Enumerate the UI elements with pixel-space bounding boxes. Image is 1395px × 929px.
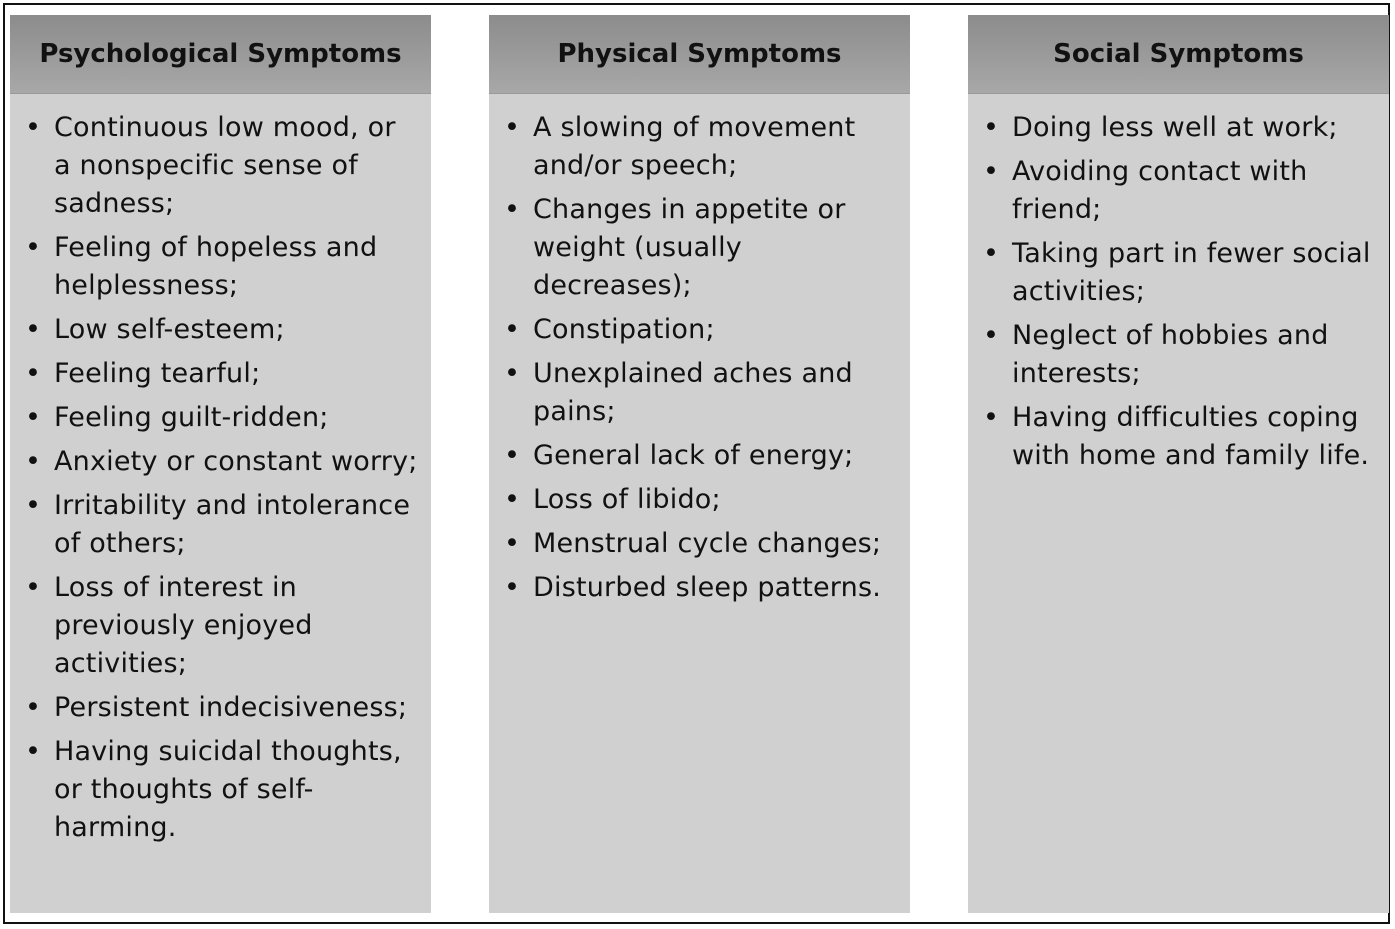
symptom-item: • Having difficulties coping with home and family life. bbox=[1012, 399, 1379, 475]
symptom-item: • Anxiety or constant worry; bbox=[54, 443, 421, 481]
symptom-item: • Doing less well at work; bbox=[1012, 109, 1379, 147]
symptom-list bbox=[10, 94, 431, 847]
symptom-item: • Menstrual cycle changes; bbox=[533, 525, 900, 563]
column-header: Social Symptoms bbox=[968, 15, 1389, 94]
symptom-item: • Constipation; bbox=[533, 311, 900, 349]
psychological-symptoms-column bbox=[10, 15, 431, 913]
symptom-item: • Irritability and intolerance of others; bbox=[54, 487, 421, 563]
symptom-item: • Changes in appetite or weight (usually decreases); bbox=[533, 191, 900, 305]
symptom-item: • Avoiding contact with friend; bbox=[1012, 153, 1379, 229]
symptom-item: • Loss of interest in previously enjoyed activities; bbox=[54, 569, 421, 683]
symptom-item: • Continuous low mood, or a nonspecific sense of sadness; bbox=[54, 109, 421, 223]
symptom-item: • Feeling of hopeless and helplessness; bbox=[54, 229, 421, 305]
symptom-list bbox=[489, 94, 910, 607]
social-symptoms-column bbox=[968, 15, 1389, 913]
symptom-item: • Disturbed sleep patterns. bbox=[533, 569, 900, 607]
symptom-item: • Having suicidal thoughts, or thoughts of self-harming. bbox=[54, 733, 421, 847]
symptom-item: • Taking part in fewer social activities; bbox=[1012, 235, 1379, 311]
column-header: Physical Symptoms bbox=[489, 15, 910, 94]
symptom-item: • Feeling tearful; bbox=[54, 355, 421, 393]
symptom-item: • General lack of energy; bbox=[533, 437, 900, 475]
physical-symptoms-column bbox=[489, 15, 910, 913]
symptom-item: • Feeling guilt-ridden; bbox=[54, 399, 421, 437]
symptom-item: • Loss of libido; bbox=[533, 481, 900, 519]
symptom-item: • Persistent indecisiveness; bbox=[54, 689, 421, 727]
symptom-item: • Unexplained aches and pains; bbox=[533, 355, 900, 431]
symptom-item: • Low self-esteem; bbox=[54, 311, 421, 349]
symptom-list bbox=[968, 94, 1389, 475]
symptom-item: • A slowing of movement and/or speech; bbox=[533, 109, 900, 185]
symptom-item: • Neglect of hobbies and interests; bbox=[1012, 317, 1379, 393]
column-header: Psychological Symptoms bbox=[10, 15, 431, 94]
